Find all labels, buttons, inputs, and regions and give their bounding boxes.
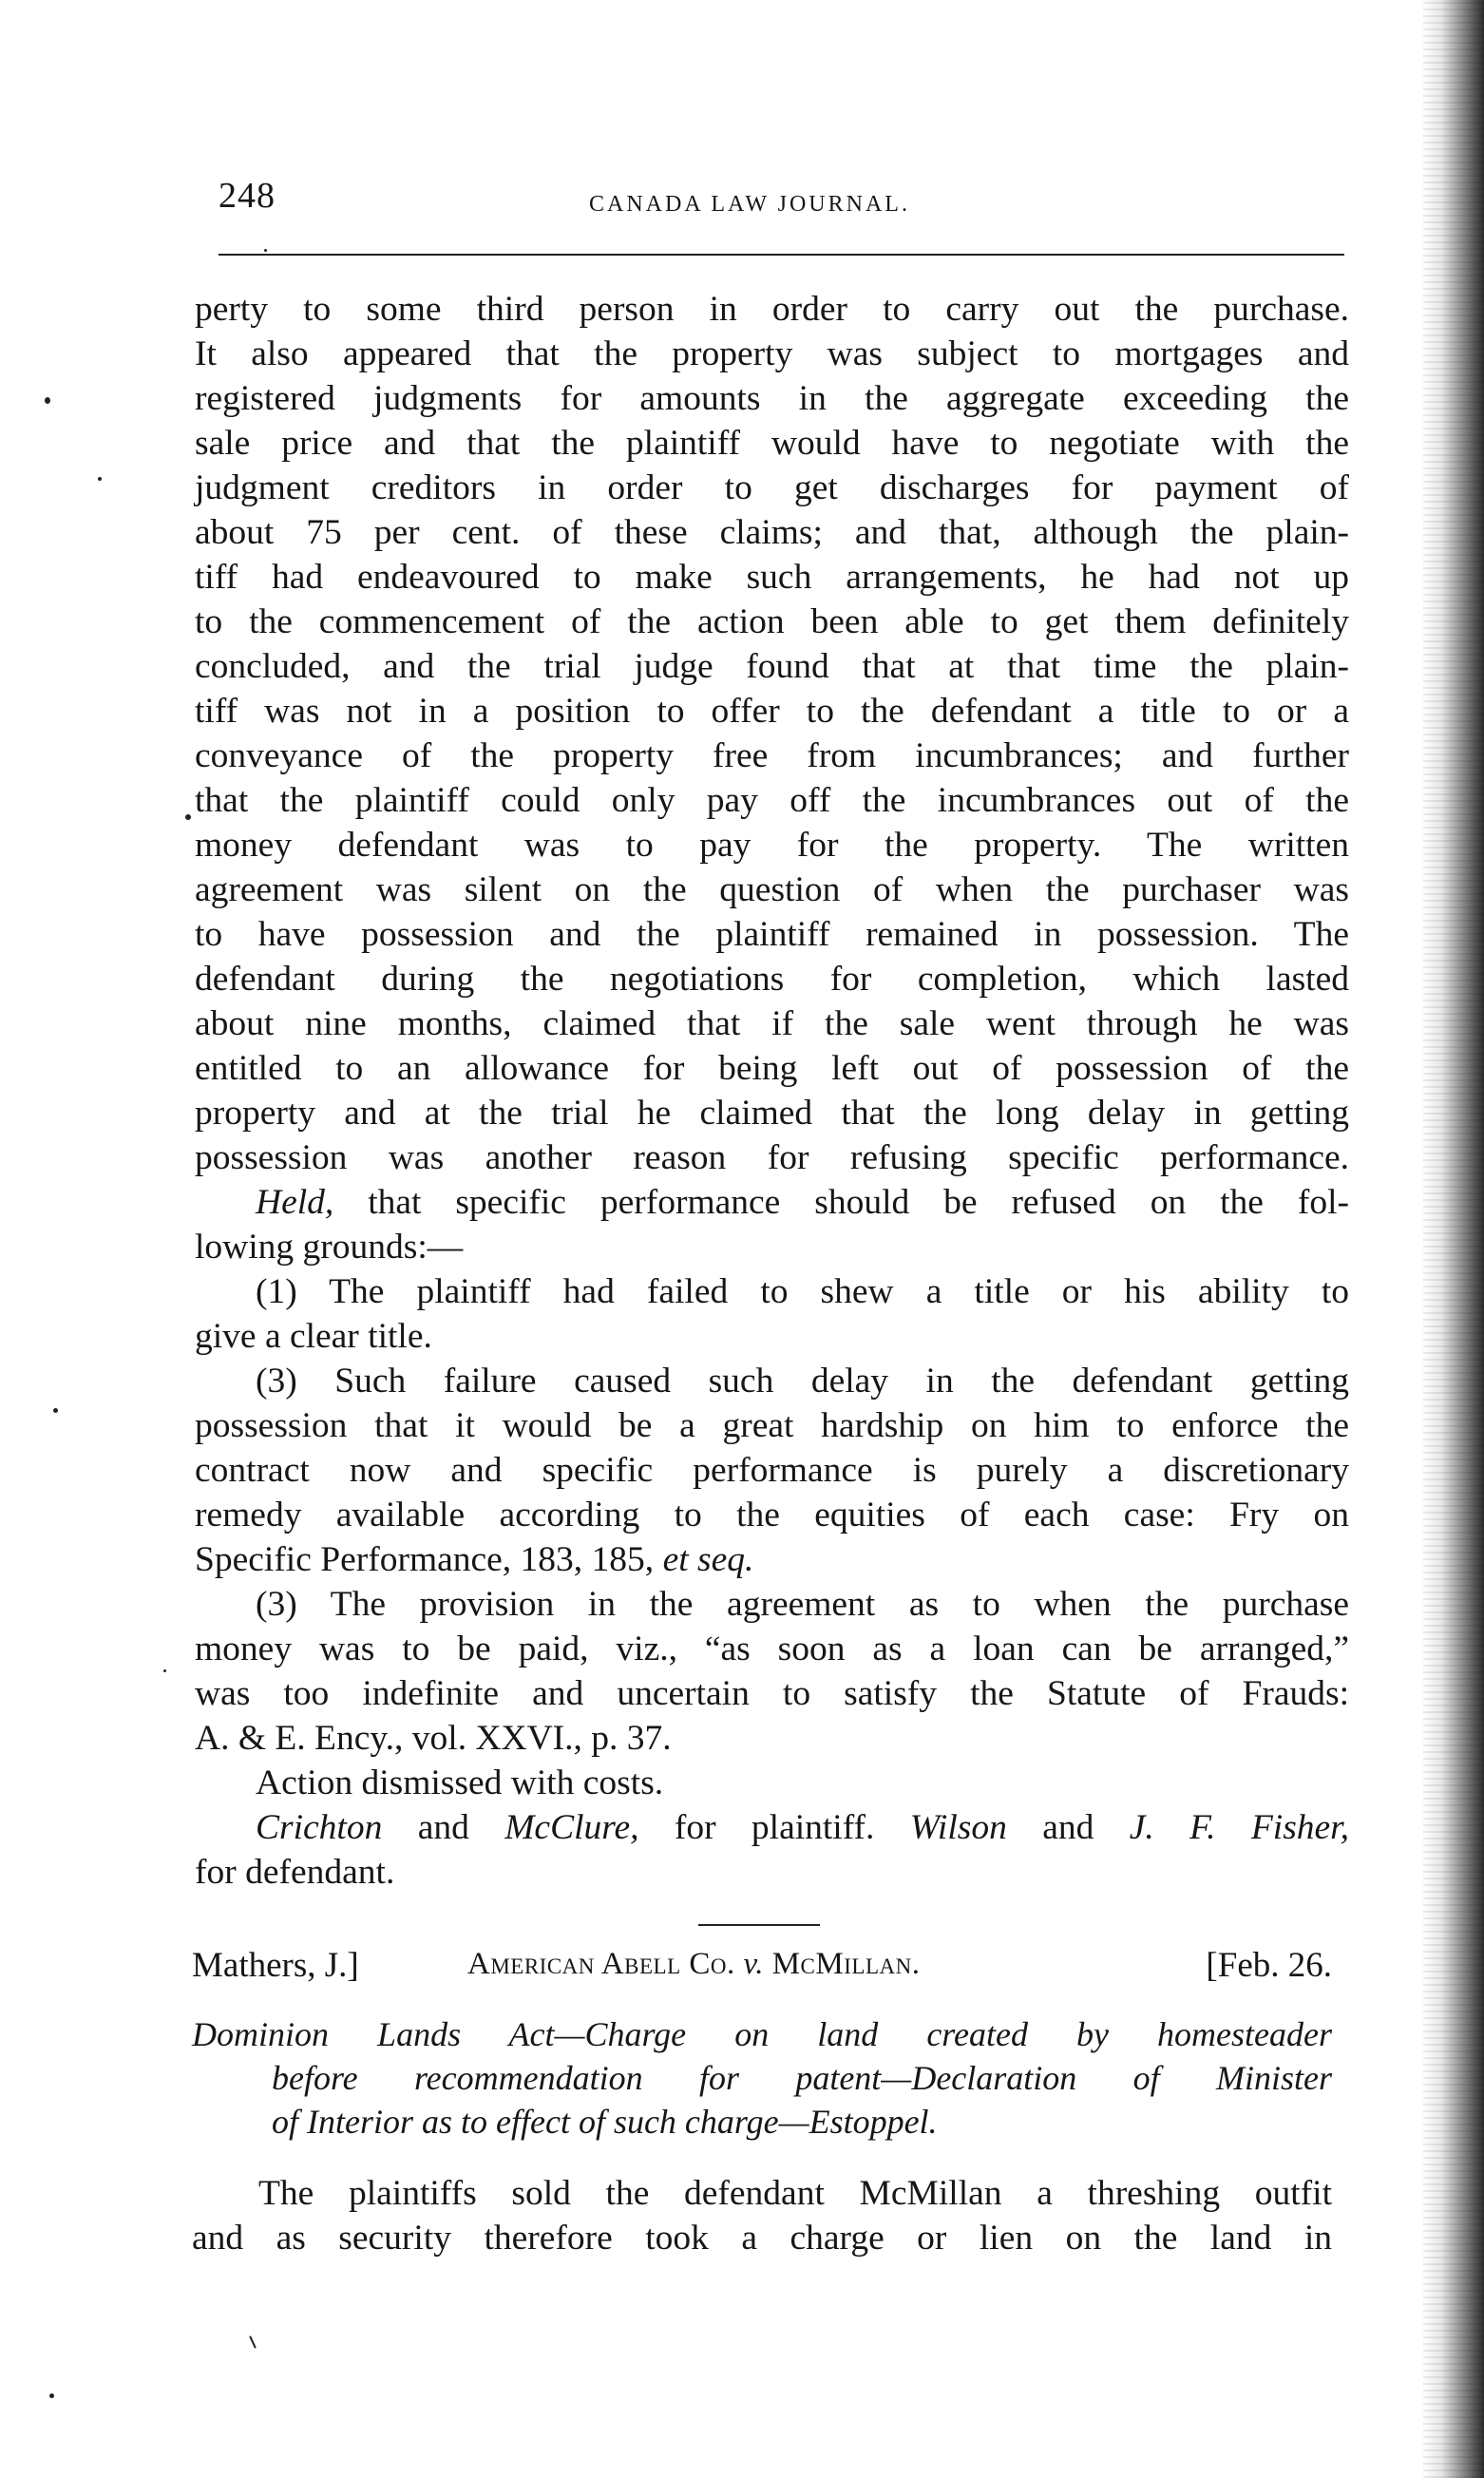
text-line: tiff had endeavoured to make such arrangements, he had not up — [195, 558, 1349, 597]
text-line: Action dismissed with costs. — [256, 1763, 664, 1802]
headnote-line: before recommendation for patent—Declaration of Minister — [272, 2059, 1332, 2097]
counsel — [195, 1805, 1349, 1895]
text-line: possession that it would be a great hardship on him to enforce the — [195, 1406, 1349, 1445]
text-line: possession was another reason for refusing specific performance. — [195, 1138, 1349, 1177]
text-line: conveyance of the property free from incumbrances; and further — [195, 736, 1349, 775]
text-line: (3) The provision in the agreement as to when the purchase — [256, 1585, 1349, 1624]
page-header — [219, 173, 1344, 222]
text-line: property and at the trial he claimed that the long delay in getting — [195, 1094, 1349, 1133]
text-line: was too indefinite and uncertain to satisfy the Statute of Frauds: — [195, 1674, 1349, 1713]
text-line: agreement was silent on the question of when the purchaser was — [195, 870, 1349, 909]
scan-speck — [49, 2393, 54, 2398]
ground-1 — [195, 1269, 1349, 1359]
text-line: registered judgments for amounts in the aggregate exceeding the — [195, 379, 1349, 418]
counsel-role: for plaintiff. — [638, 1808, 910, 1847]
headnote-line: Dominion Lands Act—Charge on land created by homesteader — [192, 2015, 1332, 2053]
scan-speck — [249, 2335, 257, 2349]
header-rule — [219, 254, 1344, 256]
text-line: (1) The plaintiff had failed to shew a title or his ability to — [256, 1272, 1349, 1311]
case-body — [192, 2171, 1332, 2260]
case-party-1: American Abell Co. — [467, 1947, 744, 1981]
case-date: [Feb. 26. — [1206, 1946, 1332, 1985]
scan-speck — [163, 1669, 166, 1672]
case-judge: Mathers, J.] — [192, 1946, 359, 1985]
text-line: that the plaintiff could only pay off the incumbrances out of the — [195, 781, 1349, 820]
text-line — [195, 1180, 1349, 1225]
text-line: judgment creditors in order to get discharges for payment of — [195, 468, 1349, 507]
text-line: The plaintiffs sold the defendant McMillan a threshing outfit — [258, 2174, 1332, 2213]
headnote — [192, 2012, 1332, 2144]
disposition — [195, 1761, 1349, 1805]
running-head: CANADA LAW JOURNAL. — [589, 192, 910, 217]
paragraph-continued — [195, 287, 1349, 1180]
counsel-name: Crichton — [256, 1808, 383, 1847]
text-line: contract now and specific performance is purely a discretionary — [195, 1451, 1349, 1490]
text-line: concluded, and the trial judge found that at that time the plain- — [195, 647, 1349, 686]
text-line: remedy available according to the equities of each case: Fry on — [195, 1496, 1349, 1534]
scan-speck — [98, 477, 102, 481]
text-line: tiff was not in a position to offer to the defendant a title to or a — [195, 692, 1349, 731]
counsel-conjunction: and — [1006, 1808, 1130, 1847]
text-line: money was to be paid, viz., “as soon as a loan can be arranged,” — [195, 1630, 1349, 1668]
counsel-name: Wilson — [909, 1808, 1007, 1847]
citation-text: Specific Performance, 183, 185, — [195, 1540, 663, 1579]
page-number: 248 — [219, 176, 276, 216]
case-versus: v. — [743, 1947, 764, 1981]
text-line: A. & E. Ency., vol. XXVI., p. 37. — [195, 1719, 672, 1758]
text-line: sale price and that the plaintiff would have to negotiate with the — [195, 424, 1349, 463]
scan-speck — [264, 249, 267, 252]
text-line: to have possession and the plaintiff remained in possession. The — [195, 915, 1349, 954]
body-text — [195, 287, 1349, 1895]
text-line: defendant during the negotiations for completion, which lasted — [195, 960, 1349, 999]
text-line: and as security therefore took a charge or lien on the land in — [192, 2219, 1332, 2258]
text-line — [195, 1805, 1349, 1850]
held-text: that specific performance should be refused on the fol- — [333, 1183, 1349, 1222]
text-line: to the commencement of the action been able to get them definitely — [195, 602, 1349, 641]
citation-italic: et seq. — [662, 1540, 754, 1579]
ground-3 — [195, 1582, 1349, 1761]
text-line: perty to some third person in order to carry out the purchase. — [195, 290, 1349, 329]
section-divider — [698, 1924, 820, 1926]
held-word: Held, — [256, 1183, 334, 1222]
counsel-name: McClure, — [504, 1808, 639, 1847]
text-line: lowing grounds:— — [195, 1228, 464, 1267]
binding-edge — [1423, 0, 1484, 2478]
text-line: It also appeared that the property was subject to mortgages and — [195, 334, 1349, 373]
case-title — [467, 1947, 920, 1982]
text-line: entitled to an allowance for being left out of possession of the — [195, 1049, 1349, 1088]
text-line: money defendant was to pay for the property. The written — [195, 826, 1349, 865]
case-heading — [192, 1945, 1332, 1994]
text-line — [195, 1537, 1349, 1582]
text-line: give a clear title. — [195, 1317, 432, 1356]
scan-speck — [185, 814, 191, 820]
scan-speck — [45, 397, 50, 404]
text-line: about 75 per cent. of these claims; and that, although the plain- — [195, 513, 1349, 552]
text-line: (3) Such failure caused such delay in the defendant getting — [256, 1362, 1349, 1401]
case-party-2: McMillan. — [763, 1947, 921, 1981]
text-line: for defendant. — [195, 1853, 395, 1892]
ground-2 — [195, 1359, 1349, 1582]
text-line: about nine months, claimed that if the sale went through he was — [195, 1004, 1349, 1043]
scan-speck — [53, 1408, 58, 1413]
counsel-conjunction: and — [382, 1808, 505, 1847]
counsel-name: J. F. Fisher, — [1129, 1808, 1349, 1847]
held-paragraph — [195, 1180, 1349, 1269]
headnote-line: of Interior as to effect of such charge—Estoppel. — [272, 2103, 938, 2141]
